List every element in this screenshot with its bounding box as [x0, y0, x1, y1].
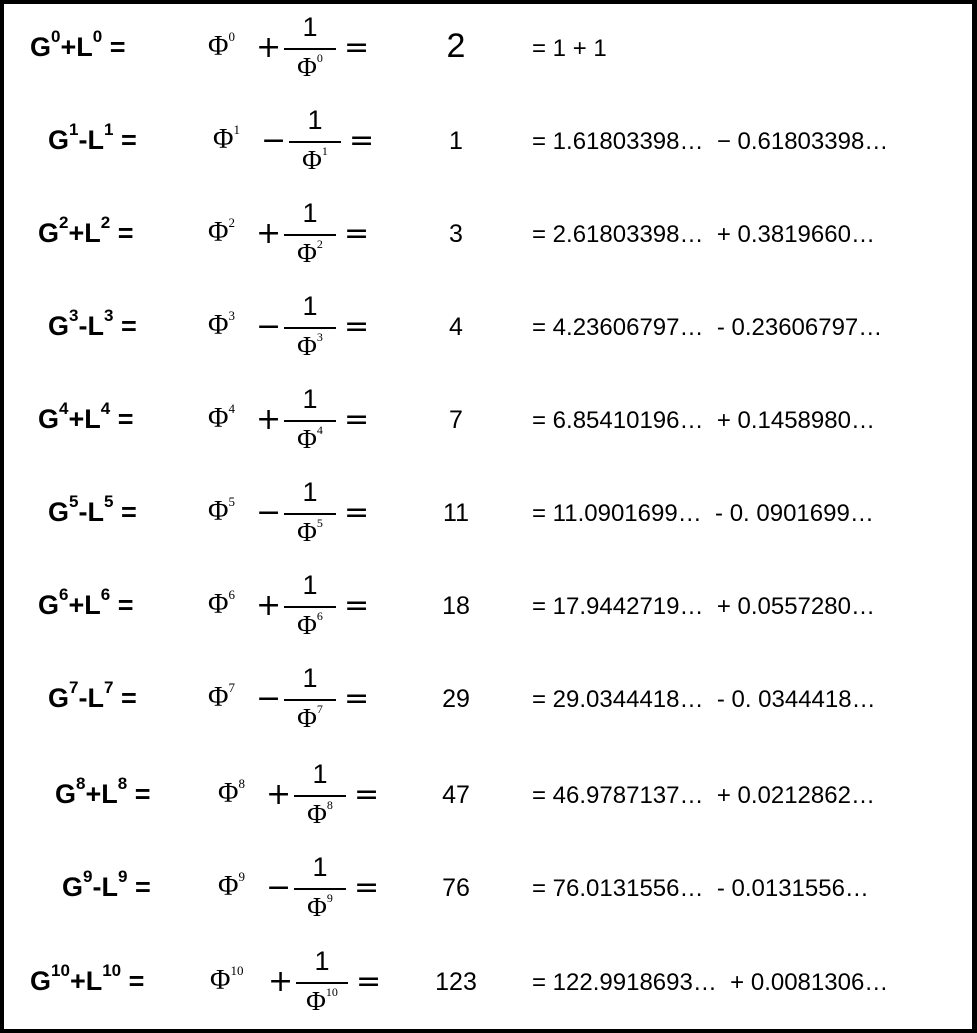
phi-operator: +	[256, 216, 282, 251]
integer-value: 123	[435, 968, 477, 996]
integer-value: 3	[449, 220, 463, 248]
equals-sign: =	[356, 964, 382, 999]
decimal-expansion: = 1.61803398… − 0.61803398…	[532, 128, 889, 155]
integer-value: 7	[449, 406, 463, 434]
lhs-expression: $G^0+L^0$ =	[30, 27, 126, 62]
decimal-expansion: = 6.85410196… + 0.1458980…	[532, 407, 875, 434]
fraction	[284, 10, 336, 90]
equation-row	[0, 850, 977, 930]
fraction-numerator: 1	[302, 663, 318, 693]
equals-sign: =	[344, 309, 370, 344]
phi-operator: +	[268, 964, 294, 999]
equation-row	[0, 103, 977, 183]
phi-power: $\Phi^6$	[208, 586, 235, 620]
phi-power: $\Phi^4$	[208, 400, 235, 434]
integer-value: 2	[446, 27, 466, 65]
phi-operator: +	[256, 588, 282, 623]
equation-row	[0, 196, 977, 276]
fraction-denominator: $\Phi^0$	[297, 51, 323, 82]
phi-power: $\Phi^5$	[208, 493, 235, 527]
fraction-denominator: $\Phi^{10}$	[306, 985, 338, 1016]
equals-sign: =	[344, 402, 370, 437]
fraction-numerator: 1	[302, 570, 318, 600]
fraction	[284, 382, 336, 462]
equation-row	[0, 568, 977, 648]
fraction-denominator: $\Phi^3$	[297, 330, 323, 361]
phi-power: $\Phi^8$	[218, 775, 245, 809]
fraction-numerator: 1	[307, 105, 323, 135]
fraction	[284, 661, 336, 741]
decimal-expansion: = 17.9442719… + 0.0557280…	[532, 593, 875, 620]
fraction-denominator: $\Phi^7$	[297, 702, 323, 733]
fraction-denominator: $\Phi^9$	[307, 891, 333, 922]
phi-power: $\Phi^9$	[218, 868, 245, 902]
fraction-bar	[294, 795, 346, 797]
equals-sign: =	[344, 216, 370, 251]
fraction-bar	[296, 982, 348, 984]
decimal-expansion: = 2.61803398… + 0.3819660…	[532, 221, 875, 248]
fraction	[289, 103, 341, 183]
phi-power: $\Phi^7$	[208, 679, 235, 713]
phi-power: $\Phi^3$	[208, 307, 235, 341]
lhs-expression: $G^1-L^1$ =	[48, 120, 137, 155]
fraction-numerator: 1	[302, 198, 318, 228]
lhs-expression: $G^{10}+L^{10}$ =	[30, 961, 145, 996]
equation-row	[0, 382, 977, 462]
fraction	[294, 757, 346, 837]
lhs-expression: $G^5-L^5$ =	[48, 492, 137, 527]
equals-sign: =	[354, 870, 380, 905]
phi-power: $\Phi^2$	[208, 214, 235, 248]
equals-sign: =	[354, 777, 380, 812]
fraction-bar	[284, 48, 336, 50]
fraction-denominator: $\Phi^6$	[297, 609, 323, 640]
fraction	[284, 196, 336, 276]
fraction-denominator: $\Phi^4$	[297, 423, 323, 454]
decimal-expansion: = 29.0344418… - 0. 0344418…	[532, 686, 876, 713]
fraction	[284, 568, 336, 648]
lhs-expression: $G^3-L^3$ =	[48, 306, 137, 341]
integer-value: 4	[449, 313, 463, 341]
decimal-expansion: = 46.9787137… + 0.0212862…	[532, 782, 875, 809]
fraction-numerator: 1	[312, 759, 328, 789]
decimal-expansion: = 1 + 1	[532, 35, 607, 62]
lhs-expression: $G^6+L^6$ =	[38, 585, 134, 620]
fraction-denominator: $\Phi^8$	[307, 798, 333, 829]
lhs-expression: $G^2+L^2$ =	[38, 213, 134, 248]
fraction-numerator: 1	[314, 946, 330, 976]
fraction-numerator: 1	[302, 384, 318, 414]
fraction-numerator: 1	[312, 852, 328, 882]
fraction-numerator: 1	[302, 477, 318, 507]
phi-operator: +	[266, 777, 292, 812]
phi-power: $\Phi^1$	[213, 121, 240, 155]
phi-operator: +	[256, 402, 282, 437]
equals-sign: =	[344, 30, 370, 65]
phi-operator: −	[256, 495, 282, 530]
fraction-denominator: $\Phi^5$	[297, 516, 323, 547]
fraction-denominator: $\Phi^2$	[297, 237, 323, 268]
fraction	[296, 944, 348, 1024]
fraction-bar	[284, 699, 336, 701]
fraction-numerator: 1	[302, 291, 318, 321]
lhs-expression: $G^4+L^4$ =	[38, 399, 134, 434]
fraction-denominator: $\Phi^1$	[302, 144, 328, 175]
fraction	[284, 475, 336, 555]
fraction-bar	[284, 513, 336, 515]
phi-operator: −	[256, 681, 282, 716]
fraction-bar	[284, 327, 336, 329]
fraction-bar	[284, 420, 336, 422]
lhs-expression: $G^8+L^8$ =	[55, 774, 151, 809]
decimal-expansion: = 4.23606797… - 0.23606797…	[532, 314, 883, 341]
lhs-expression: $G^9-L^9$ =	[62, 867, 151, 902]
phi-power: $\Phi^{10}$	[210, 962, 244, 996]
integer-value: 47	[442, 781, 470, 809]
equation-row	[0, 661, 977, 741]
integer-value: 18	[442, 592, 470, 620]
phi-operator: −	[256, 309, 282, 344]
integer-value: 11	[443, 499, 469, 527]
fraction-bar	[289, 141, 341, 143]
equation-row	[0, 757, 977, 837]
decimal-expansion: = 122.9918693… + 0.0081306…	[532, 969, 889, 996]
equation-row	[0, 10, 977, 90]
decimal-expansion: = 76.0131556… - 0.0131556…	[532, 875, 869, 902]
equation-row	[0, 944, 977, 1024]
fraction-bar	[284, 234, 336, 236]
fraction	[284, 289, 336, 369]
phi-operator: +	[256, 30, 282, 65]
integer-value: 1	[449, 127, 463, 155]
equals-sign: =	[344, 681, 370, 716]
equals-sign: =	[344, 495, 370, 530]
equals-sign: =	[349, 123, 375, 158]
phi-operator: −	[261, 123, 287, 158]
decimal-expansion: = 11.0901699… - 0. 0901699…	[532, 500, 874, 527]
integer-value: 29	[442, 685, 470, 713]
fraction	[294, 850, 346, 930]
equation-row	[0, 289, 977, 369]
phi-power: $\Phi^0$	[208, 28, 235, 62]
phi-operator: −	[266, 870, 292, 905]
equation-row	[0, 475, 977, 555]
lhs-expression: $G^7-L^7$ =	[48, 678, 137, 713]
fraction-bar	[294, 888, 346, 890]
equals-sign: =	[344, 588, 370, 623]
fraction-bar	[284, 606, 336, 608]
integer-value: 76	[442, 874, 470, 902]
fraction-numerator: 1	[302, 12, 318, 42]
